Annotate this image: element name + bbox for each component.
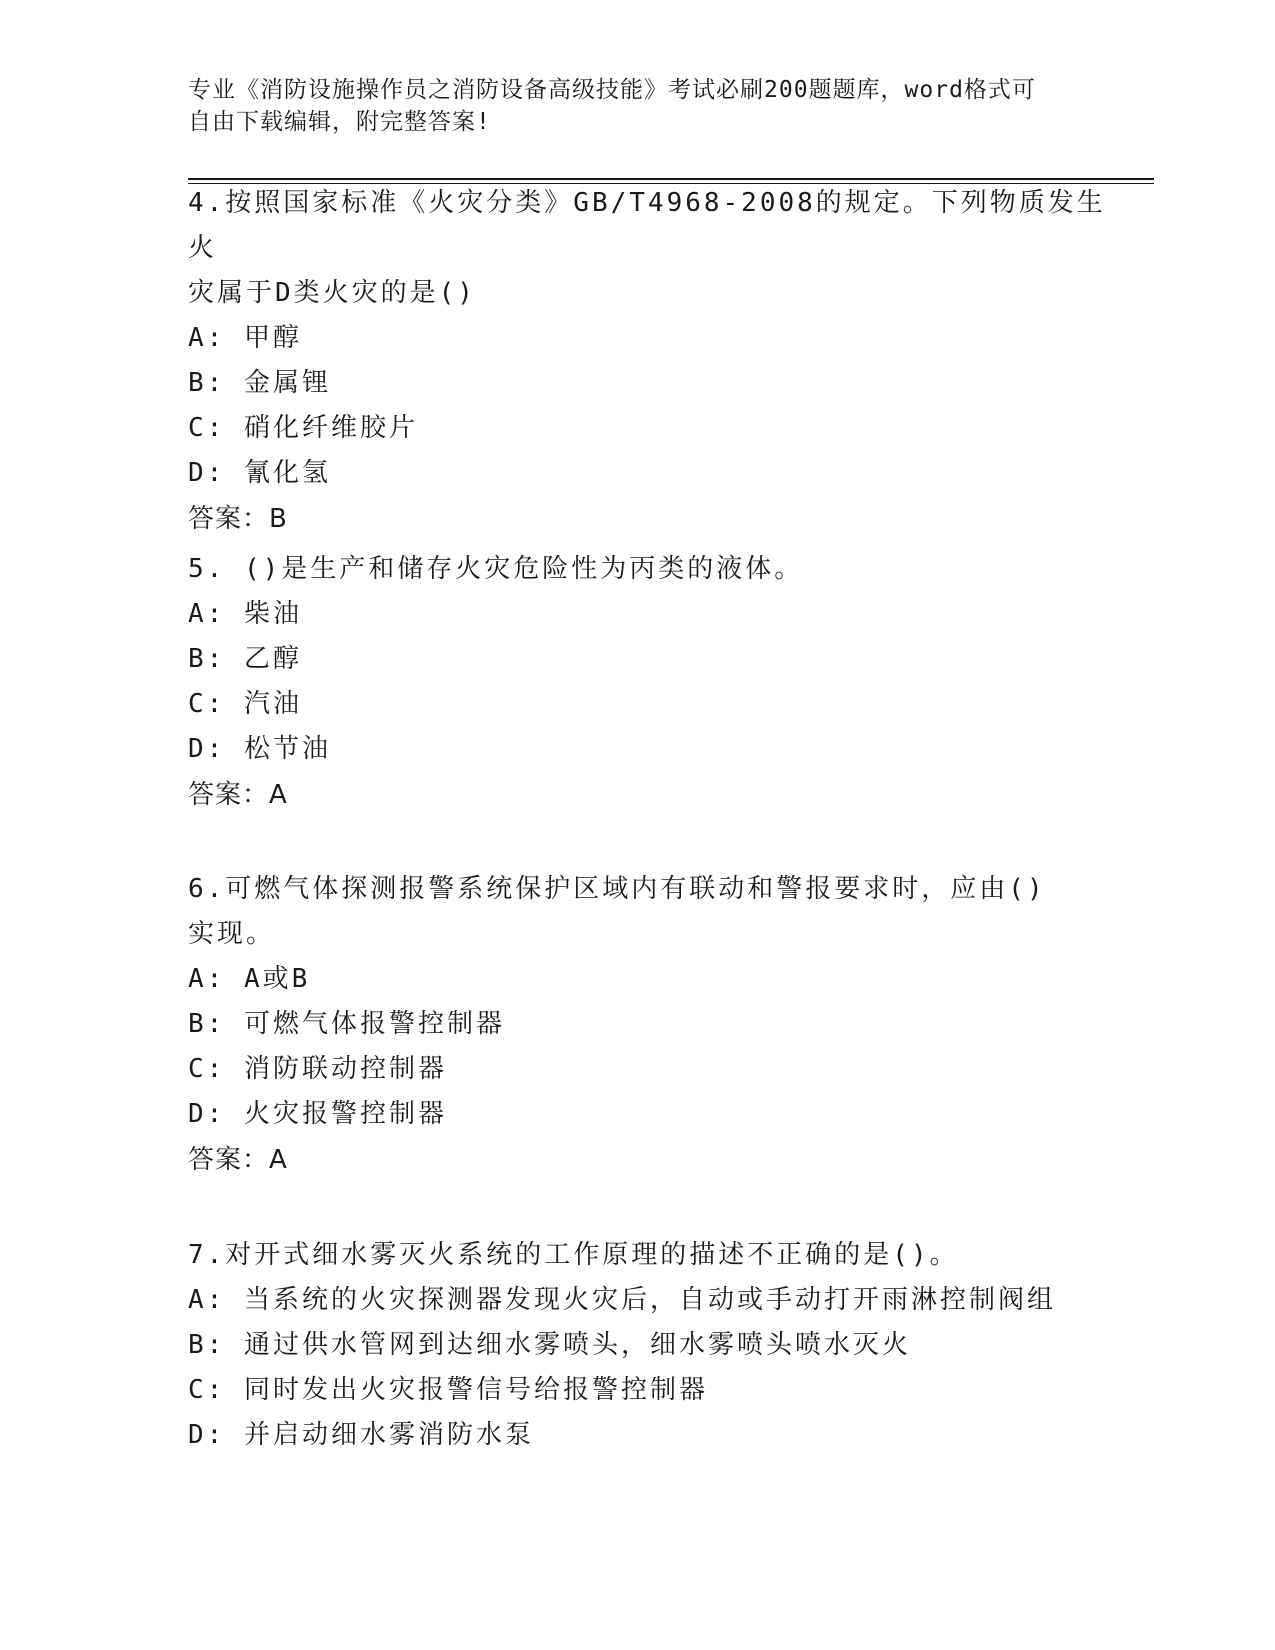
option-d: D: 火灾报警控制器: [188, 1099, 447, 1129]
question-stem-line-1: 7.对开式细水雾灭火系统的工作原理的描述不正确的是()。: [188, 1240, 959, 1270]
header-line-1: 专业《消防设施操作员之消防设备高级技能》考试必刷200题题库，word格式可: [188, 77, 1036, 103]
option-b: B: 通过供水管网到达细水雾喷头，细水雾喷头喷水灭火: [188, 1330, 911, 1360]
header-divider-thick: [188, 178, 1154, 180]
option-c: C: 消防联动控制器: [188, 1054, 447, 1084]
option-d: D: 并启动细水雾消防水泵: [188, 1420, 534, 1450]
option-c: C: 同时发出火灾报警信号给报警控制器: [188, 1375, 708, 1405]
question-6: [188, 867, 1108, 1183]
question-stem-line-1: 4.按照国家标准《火灾分类》GB/T4968-2008的规定。下列物质发生火: [188, 188, 1106, 263]
question-stem-line-1: 6.可燃气体探测报警系统保护区域内有联动和警报要求时，应由(): [188, 874, 1046, 904]
question-stem-line-2: 灾属于D类火灾的是(): [188, 278, 476, 308]
option-d: D: 氰化氢: [188, 458, 331, 488]
option-b: B: 乙醇: [188, 644, 302, 674]
answer: 答案：A: [188, 1145, 288, 1175]
option-a: A: 柴油: [188, 599, 302, 629]
question-stem-line-2: 实现。: [188, 919, 276, 949]
header-line-2: 自由下载编辑，附完整答案!: [188, 109, 491, 135]
option-a: A: 甲醇: [188, 323, 302, 353]
document-header: [188, 74, 1088, 138]
question-5: [188, 547, 1108, 818]
option-c: C: 汽油: [188, 689, 302, 719]
option-c: C: 硝化纤维胶片: [188, 413, 418, 443]
option-b: B: 金属锂: [188, 368, 331, 398]
option-a: A: 当系统的火灾探测器发现火灾后，自动或手动打开雨淋控制阀组: [188, 1285, 1056, 1315]
answer: 答案：B: [188, 504, 288, 534]
option-a: A: A或B: [188, 964, 311, 994]
question-7: [188, 1233, 1108, 1458]
answer: 答案：A: [188, 780, 288, 810]
question-stem-line-1: 5. ()是生产和储存火灾危险性为丙类的液体。: [188, 554, 804, 584]
option-b: B: 可燃气体报警控制器: [188, 1009, 505, 1039]
question-4: [188, 181, 1108, 542]
option-d: D: 松节油: [188, 734, 331, 764]
